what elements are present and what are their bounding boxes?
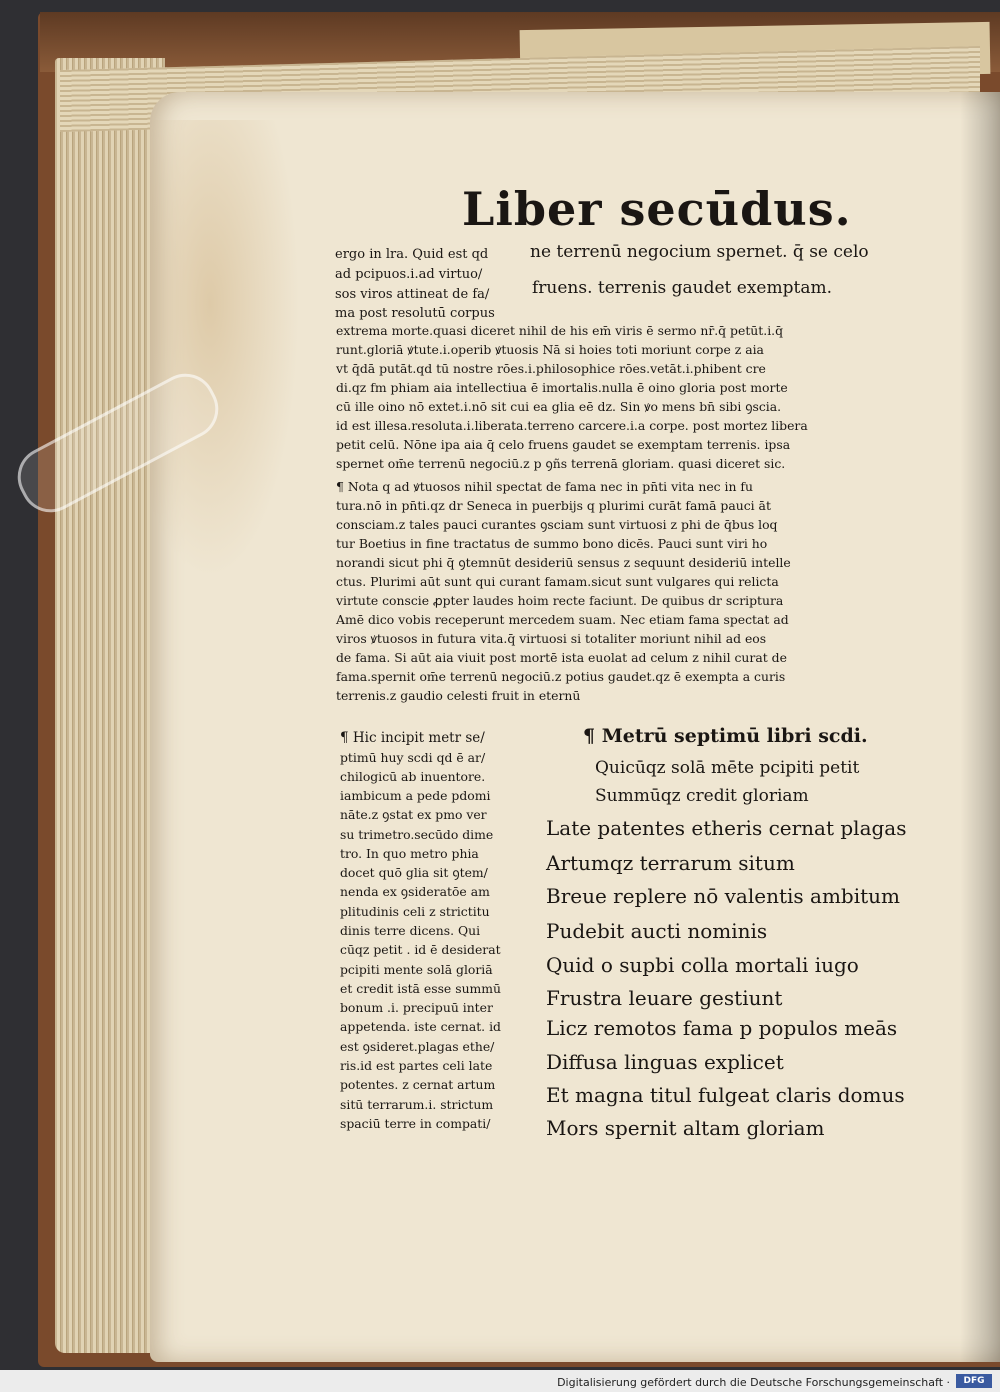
text-line: potentes. z cernat artum <box>340 1077 496 1092</box>
text-line: est ꝯsideret.plagas ethe/ <box>340 1039 495 1054</box>
text-line: docet quō glia sit ꝯtem/ <box>340 865 488 880</box>
text-line: de fama. Si aūt aia viuit post mortē ista euolat ad celum z nihil curat de <box>336 650 787 665</box>
text-line: norandi sicut phi q̄ ꝯtemnūt desideriū sensus z sequunt desideriū intelle <box>336 555 791 570</box>
text-line: chilogicū ab inuentore. <box>340 769 486 784</box>
dfg-logo: DFG <box>956 1374 992 1388</box>
text-line: extrema morte.quasi diceret nihil de his em̄ viris ē sermo nr̄.q̄ petūt.i.q̄ <box>336 323 784 338</box>
text-line: su trimetro.secūdo dime <box>340 827 494 842</box>
text-line: ¶ Nota q ad ꝟtuosos nihil spectat de fama nec in pn̄ti vita nec in fu <box>336 479 753 494</box>
text-line: Amē dico vobis receperunt mercedem suam. Nec etiam fama spectat ad <box>336 612 789 627</box>
text-line: runt.gloriā ꝟtute.i.operib ꝟtuosis Nā si hoies toti moriunt corpe z aia <box>336 342 764 357</box>
meter-sub-line: Summūqz credit gloriam <box>595 786 809 806</box>
text-line: tur Boetius in fine tractatus de summo bono dicēs. Pauci sunt viri ho <box>336 536 768 551</box>
text-line: cū ille oino nō extet.i.nō sit cui ea glia eē dz. Sin ꝟo mens bn̄ sibi ꝯscia. <box>336 399 782 414</box>
text-line: sitū terrarum.i. strictum <box>340 1097 494 1112</box>
text-line: bonum .i. precipuū inter <box>340 1000 493 1015</box>
text-line: appetenda. iste cernat. id <box>340 1019 501 1034</box>
text-line: fama.spernit om̄e terrenū negociū.z potius gaudet.qz ē exempta a curis <box>336 669 786 684</box>
text-line: di.qz fm phiam aia intellectiua ē imortalis.nulla ē oino gloria post morte <box>336 380 788 395</box>
text-line: pcipiti mente solā gloriā <box>340 962 493 977</box>
verse-line: Pudebit aucti nominis <box>546 919 768 943</box>
text-line: ris.id est partes celi late <box>340 1058 493 1073</box>
text-line: ma post resolutū corpus <box>335 306 495 321</box>
text-line: spernet om̄e terrenū negociū.z p ꝯñs terrenā gloriam. quasi diceret sic. <box>336 456 786 471</box>
text-line: petit celū. Nōne ipa aia q̄ celo fruens gaudet se exemptam terrenis. ipsa <box>336 437 791 452</box>
text-line: ptimū huy scdi qd ē ar/ <box>340 750 486 765</box>
text-line: consciam.z tales pauci curantes ꝯsciam sunt virtuosi z phi de q̄bus loq <box>336 517 778 532</box>
meter-sub-line: Quicūqz solā mēte pcipiti petit <box>595 758 860 778</box>
text-line: nāte.z ꝯstat ex pmo ver <box>340 807 487 822</box>
verse-line: Diffusa linguas explicet <box>546 1050 784 1074</box>
meter-heading: ¶ Metrū septimū libri scdi. <box>583 725 868 747</box>
text-line: ¶ Hic incipit metr se/ <box>340 730 485 746</box>
verse-line: Quid o supbi colla mortali iugo <box>546 953 859 977</box>
verse-line: Breue replere nō valentis ambitum <box>546 884 900 908</box>
text-line: viros ꝟtuosos in futura vita.q̄ virtuosi si totaliter moriunt nihil ad eos <box>336 631 767 646</box>
text-line: tura.nō in pn̄ti.qz dr Seneca in puerbijs q plurimi curāt famā pauci āt <box>336 498 771 513</box>
text-line: spaciū terre in compati/ <box>340 1116 491 1131</box>
text-line: ad pcipuos.i.ad virtuo/ <box>335 267 483 282</box>
page-gutter-shadow <box>960 92 1000 1362</box>
text-line: virtute conscie ꝓpter laudes hoim recte faciunt. De quibus dr scriptura <box>336 593 784 608</box>
text-line: cūqz petit . id ē desiderat <box>340 942 501 957</box>
verse-line: ne terrenū negocium spernet. q̄ se celo <box>530 242 869 262</box>
text-line: id est illesa.resoluta.i.liberata.terreno carcere.i.a corpe. post mortez libera <box>336 418 808 433</box>
text-line: dinis terre dicens. Qui <box>340 923 481 938</box>
verse-line: Frustra leuare gestiunt <box>546 986 783 1010</box>
verse-line: Licz remotos fama p populos meās <box>546 1016 898 1040</box>
text-line: ctus. Plurimi aūt sunt qui curant famam.sicut sunt vulgares qui relicta <box>336 574 779 589</box>
text-line: iambicum a pede pdomi <box>340 788 491 803</box>
water-stain <box>150 120 300 580</box>
verse-line: Late patentes etheris cernat plagas <box>546 816 907 840</box>
verse-line: Mors spernit altam gloriam <box>546 1116 825 1140</box>
verse-line: Artumqz terrarum situm <box>546 851 795 875</box>
text-line: vt q̄dā putāt.qd tū nostre rōes.i.philosophice rōes.vetāt.i.phibent cre <box>336 361 766 376</box>
text-line: plitudinis celi z strictitu <box>340 904 490 919</box>
text-line: ergo in lra. Quid est qd <box>335 247 489 262</box>
footer-credit: Digitalisierung gefördert durch die Deutsche Forschungsgemeinschaft · <box>557 1376 950 1389</box>
text-line: sos viros attineat de fa/ <box>335 287 490 302</box>
text-line: tro. In quo metro phia <box>340 846 479 861</box>
page-edges-left <box>55 58 165 1353</box>
text-line: nenda ex ꝯsideratōe am <box>340 884 490 899</box>
verse-line: fruens. terrenis gaudet exemptam. <box>532 278 832 298</box>
verse-line: Et magna titul fulgeat claris domus <box>546 1083 905 1107</box>
page-title: Liber secūdus. <box>462 182 852 236</box>
text-line: terrenis.z gaudio celesti fruit in eternū <box>336 688 581 703</box>
text-line: et credit istā esse summū <box>340 981 502 996</box>
